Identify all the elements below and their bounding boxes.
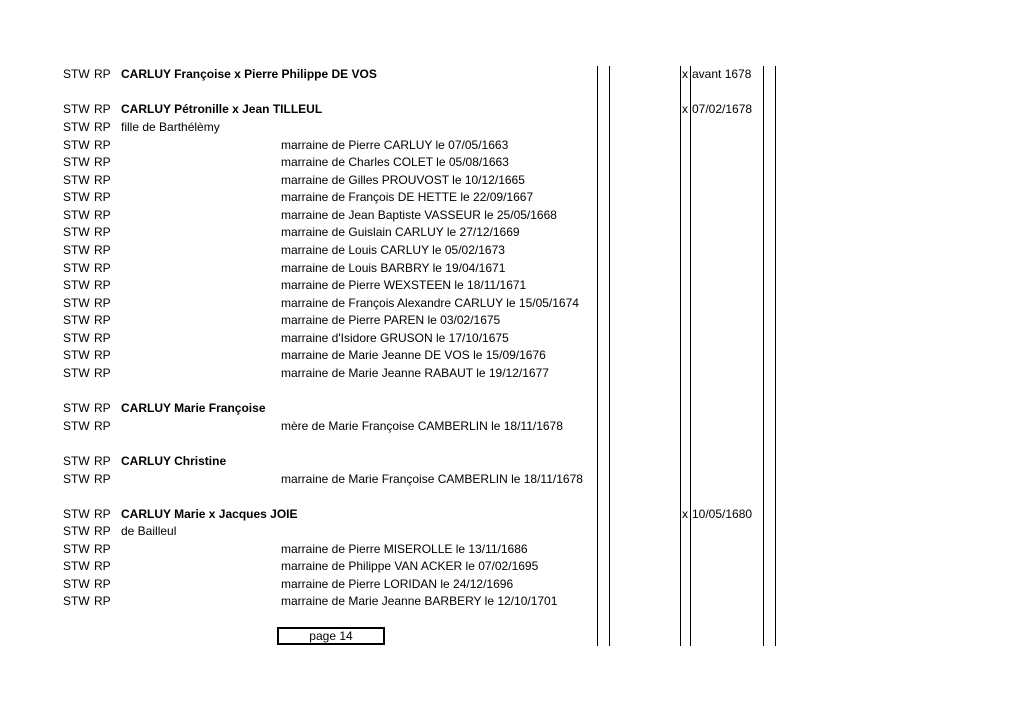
record-type: RP bbox=[94, 507, 111, 521]
record-type: RP bbox=[94, 243, 111, 257]
source-code: STW bbox=[63, 331, 90, 345]
source-code: STW bbox=[63, 208, 90, 222]
source-code: STW bbox=[63, 278, 90, 292]
source-code: STW bbox=[63, 454, 90, 468]
source-code: STW bbox=[63, 261, 90, 275]
source-code: STW bbox=[63, 542, 90, 556]
source-code: STW bbox=[63, 243, 90, 257]
source-code: STW bbox=[63, 102, 90, 116]
source-code: STW bbox=[63, 296, 90, 310]
column-rule bbox=[775, 66, 776, 646]
relation-entry: marraine de Guislain CARLUY le 27/12/1669 bbox=[281, 225, 520, 239]
relation-entry: marraine d'Isidore GRUSON le 17/10/1675 bbox=[281, 331, 509, 345]
column-rule bbox=[609, 66, 610, 646]
source-code: STW bbox=[63, 366, 90, 380]
relation-entry: marraine de Marie Jeanne RABAUT le 19/12/1677 bbox=[281, 366, 549, 380]
record-type: RP bbox=[94, 208, 111, 222]
person-name: CARLUY Marie x Jacques JOIE bbox=[121, 507, 298, 521]
relation-entry: marraine de Marie Jeanne DE VOS le 15/09/1676 bbox=[281, 348, 546, 362]
record-type: RP bbox=[94, 138, 111, 152]
record-type: RP bbox=[94, 313, 111, 327]
column-rule bbox=[597, 66, 598, 646]
relation-entry: marraine de Pierre WEXSTEEN le 18/11/1671 bbox=[281, 278, 527, 292]
source-code: STW bbox=[63, 138, 90, 152]
record-type: RP bbox=[94, 348, 111, 362]
record-type: RP bbox=[94, 225, 111, 239]
source-code: STW bbox=[63, 419, 90, 433]
record-type: RP bbox=[94, 559, 111, 573]
record-type: RP bbox=[94, 454, 111, 468]
record-type: RP bbox=[94, 155, 111, 169]
relation-entry: marraine de Pierre CARLUY le 07/05/1663 bbox=[281, 138, 509, 152]
source-code: STW bbox=[63, 524, 90, 538]
person-name: CARLUY Pétronille x Jean TILLEUL bbox=[121, 102, 323, 116]
marriage-date: avant 1678 bbox=[692, 67, 752, 81]
column-rule bbox=[690, 66, 691, 646]
source-code: STW bbox=[63, 559, 90, 573]
source-code: STW bbox=[63, 225, 90, 239]
relation-entry: marraine de François DE HETTE le 22/09/1667 bbox=[281, 190, 534, 204]
relation-entry: marraine de François Alexandre CARLUY le 15/05/1674 bbox=[281, 296, 579, 310]
record-type: RP bbox=[94, 120, 111, 134]
source-code: STW bbox=[63, 120, 90, 134]
marriage-date: 10/05/1680 bbox=[692, 507, 753, 521]
record-type: RP bbox=[94, 577, 111, 591]
marriage-mark: x bbox=[682, 507, 688, 521]
relation-entry: marraine de Pierre PAREN le 03/02/1675 bbox=[281, 313, 501, 327]
relation-entry: marraine de Marie Jeanne BARBERY le 12/10/1701 bbox=[281, 594, 558, 608]
source-code: STW bbox=[63, 472, 90, 486]
person-name: CARLUY Françoise x Pierre Philippe DE VOS bbox=[121, 67, 377, 81]
marriage-mark: x bbox=[682, 67, 688, 81]
filiation-note: fille de Barthélèmy bbox=[121, 120, 220, 134]
record-type: RP bbox=[94, 594, 111, 608]
page-number-box bbox=[277, 627, 385, 645]
page-number: page 14 bbox=[309, 629, 353, 643]
record-type: RP bbox=[94, 261, 111, 275]
relation-entry: mère de Marie Françoise CAMBERLIN le 18/11/1678 bbox=[281, 419, 563, 433]
source-code: STW bbox=[63, 173, 90, 187]
record-type: RP bbox=[94, 67, 111, 81]
column-rule bbox=[763, 66, 764, 646]
filiation-note: de Bailleul bbox=[121, 524, 177, 538]
record-type: RP bbox=[94, 401, 111, 415]
record-type: RP bbox=[94, 472, 111, 486]
record-type: RP bbox=[94, 173, 111, 187]
record-type: RP bbox=[94, 296, 111, 310]
marriage-date: 07/02/1678 bbox=[692, 102, 753, 116]
record-type: RP bbox=[94, 419, 111, 433]
record-type: RP bbox=[94, 190, 111, 204]
relation-entry: marraine de Marie Françoise CAMBERLIN le 18/11/1678 bbox=[281, 472, 583, 486]
relation-entry: marraine de Jean Baptiste VASSEUR le 25/05/1668 bbox=[281, 208, 557, 222]
person-name: CARLUY Marie Françoise bbox=[121, 401, 266, 415]
source-code: STW bbox=[63, 313, 90, 327]
source-code: STW bbox=[63, 155, 90, 169]
record-type: RP bbox=[94, 331, 111, 345]
relation-entry: marraine de Louis BARBRY le 19/04/1671 bbox=[281, 261, 506, 275]
source-code: STW bbox=[63, 401, 90, 415]
record-type: RP bbox=[94, 278, 111, 292]
person-name: CARLUY Christine bbox=[121, 454, 227, 468]
record-type: RP bbox=[94, 524, 111, 538]
relation-entry: marraine de Gilles PROUVOST le 10/12/1665 bbox=[281, 173, 525, 187]
source-code: STW bbox=[63, 67, 90, 81]
relation-entry: marraine de Pierre LORIDAN le 24/12/1696 bbox=[281, 577, 514, 591]
source-code: STW bbox=[63, 577, 90, 591]
relation-entry: marraine de Louis CARLUY le 05/02/1673 bbox=[281, 243, 505, 257]
relation-entry: marraine de Pierre MISEROLLE le 13/11/1686 bbox=[281, 542, 528, 556]
marriage-mark: x bbox=[682, 102, 688, 116]
source-code: STW bbox=[63, 190, 90, 204]
record-type: RP bbox=[94, 366, 111, 380]
record-type: RP bbox=[94, 102, 111, 116]
relation-entry: marraine de Philippe VAN ACKER le 07/02/1695 bbox=[281, 559, 539, 573]
relation-entry: marraine de Charles COLET le 05/08/1663 bbox=[281, 155, 509, 169]
record-type: RP bbox=[94, 542, 111, 556]
source-code: STW bbox=[63, 507, 90, 521]
source-code: STW bbox=[63, 348, 90, 362]
source-code: STW bbox=[63, 594, 90, 608]
column-rule bbox=[680, 66, 681, 646]
